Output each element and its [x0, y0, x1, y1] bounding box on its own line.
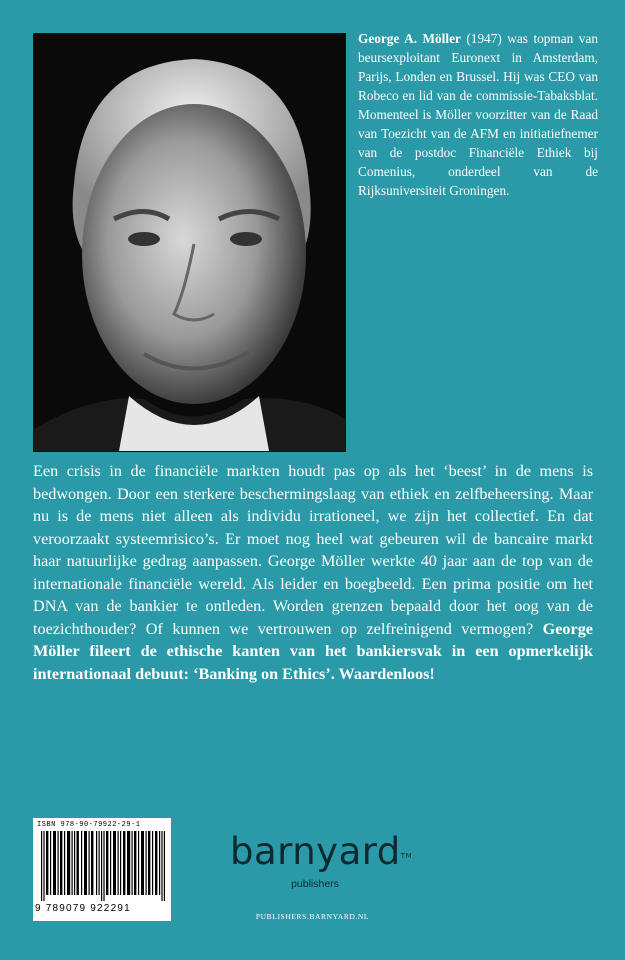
- logo-wordmark: barnyard: [230, 830, 401, 873]
- logo-trademark: TM: [400, 852, 413, 860]
- blurb-text: Een crisis in de financiële markten houdt pas op als het ‘beest’ in de mens is bedwongen. Door een sterkere beschermingslaag van ethiek en zelfbeheersing. Maar nu is de mens niet alleen als individu irrationeel, we zijn het collectief. En dat veroorzaakt systeemrisico’s. Er moet nog heel wat gebeuren wil de bancaire markt haar natuurlijke gedrag aanpassen. George Möller werkte 40 jaar aan de top van de internationale financiële wereld. Als leider en boegbeeld. Een prima positie om het DNA van de bankier te ontleden. Worden grenzen bepaald door het oog van de toezichthouder? Of kunnen we vertrouwen op zelfreinigend vermogen?: [33, 462, 593, 638]
- blurb-bold-text: George Möller fileert de ethische kanten van het bankiersvak in een opmerkelijk internationaal debuut: ‘Banking on Ethics’. Waardenloos!: [33, 619, 593, 683]
- author-bio-text: (1947) was topman van beursexploitant Euronext in Amsterdam, Parijs, Londen en Brussel. Hij was CEO van Robeco en lid van de commissie-Tabaksblat. Momenteel is Möller voorzitter van de Raad van Toezicht van de AFM en initiatiefnemer van de postdoc Financiële Ethiek bij Comenius, onderdeel van de Rijksuniversiteit Groningen.: [358, 31, 599, 198]
- author-bio: [358, 29, 598, 200]
- publisher-logo: [230, 830, 413, 890]
- barcode-bars: [41, 831, 165, 901]
- logo-subtitle: publishers: [291, 878, 339, 890]
- author-name: George A. Möller: [358, 31, 461, 46]
- isbn-barcode: [33, 818, 171, 921]
- isbn-digits: 9 789079 922291: [35, 903, 131, 914]
- publisher-website: PUBLISHERS.BARNYARD.NL: [255, 912, 370, 921]
- book-blurb: [33, 460, 593, 685]
- isbn-label: ISBN 978-90-79922-29-1: [37, 821, 141, 829]
- author-photo: [33, 33, 346, 452]
